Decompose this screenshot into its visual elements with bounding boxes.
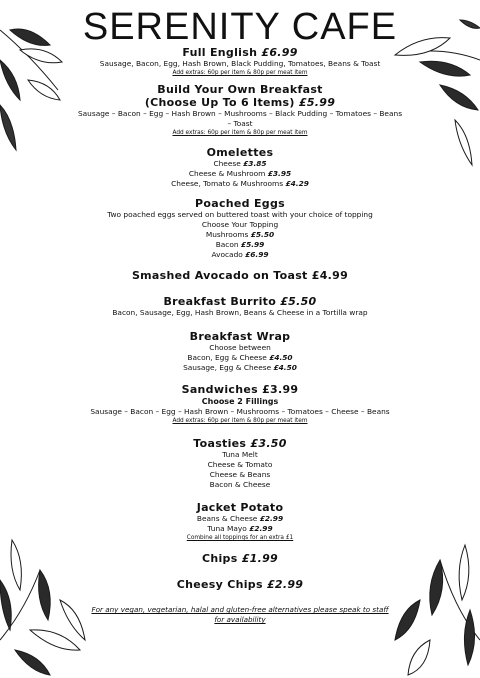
section-heading: Toasties £3.50 [193,437,287,450]
cafe-title: SERENITY CAFE [82,6,398,48]
section-heading: Breakfast Wrap [189,330,291,343]
section-omelettes [86,146,394,189]
menu-content [77,46,403,625]
choose-label: Choose Your Topping [201,220,279,229]
section-subheading: Choose 2 Fillings [201,397,279,406]
section-heading: Chips £1.99 [201,552,279,565]
extras-note: Add extras: 60p per item & 80p per meat item [172,130,308,136]
extras-note: Add extras: 60p per item & 80p per meat item [172,70,308,76]
menu-item: Beans & Cheese £2.99 [196,514,284,523]
section-desc: Sausage – Bacon – Egg – Hash Brown – Mushrooms – Tomatoes – Cheese – Beans [90,407,390,416]
menu-item: Cheese £3.85 [213,159,267,168]
menu-item: Tuna Melt [222,450,258,459]
menu-item: Avocado £6.99 [211,250,269,259]
section-desc: Sausage, Bacon, Egg, Hash Brown, Black Pudding, Tomatoes, Beans & Toast [99,59,381,68]
section-desc: Two poached eggs served on buttered toast with your choice of topping [107,210,373,219]
menu-item: Sausage, Egg & Cheese £4.50 [183,363,297,372]
extras-note: Add extras: 60p per item & 80p per meat item [172,418,308,424]
section-heading: Smashed Avocado on Toast £4.99 [131,269,349,282]
menu-item: Bacon, Egg & Cheese £4.50 [187,353,293,362]
menu-item: Cheese & Mushroom £3.95 [188,169,292,178]
section-heading: Breakfast Burrito £5.50 [163,295,317,308]
menu-item: Tuna Mayo £2.99 [207,524,273,533]
section-heading: Cheesy Chips £2.99 [176,578,304,591]
section-heading: Jacket Potato [196,501,284,514]
section-heading: Sandwiches £3.99 [181,383,299,396]
menu-item: Bacon & Cheese [209,480,271,489]
section-desc: Bacon, Sausage, Egg, Hash Brown, Beans & Cheese in a Tortilla wrap [112,308,368,317]
section-heading: Full English £6.99 [182,46,298,59]
section-heading: Build Your Own Breakfast [157,83,323,96]
section-desc: Sausage – Bacon – Egg – Hash Brown – Mushrooms – Black Pudding – Tomatoes – Beans – Toast [77,109,403,128]
section-burrito [86,295,394,318]
section-smashed-avocado [86,269,394,282]
section-chips [86,552,394,565]
section-heading: Omelettes [206,146,274,159]
menu-item: Mushrooms £5.50 [205,230,275,239]
menu-item: Cheese & Tomato [207,460,273,469]
section-wrap [86,330,394,373]
menu-item: Bacon £5.99 [215,240,265,249]
section-heading-line2: (Choose Up To 6 Items) £5.99 [144,96,336,109]
section-toasties [86,437,394,490]
section-jacket-potato [86,501,394,542]
section-cheesy-chips [86,578,394,591]
menu-item: Cheese & Beans [209,470,271,479]
choose-label: Choose between [209,343,271,352]
section-poached [86,197,394,260]
footer-note: For any vegan, vegetarian, halal and gluten-free alternatives please speak to staff for availability [91,605,389,624]
extras-note: Combine all toppings for an extra £1 [186,535,294,541]
menu-item: Cheese, Tomato & Mushrooms £4.29 [171,179,309,188]
section-heading: Poached Eggs [195,197,285,210]
section-sandwiches [86,383,394,425]
section-full-english [86,46,394,77]
section-byo [77,83,403,137]
